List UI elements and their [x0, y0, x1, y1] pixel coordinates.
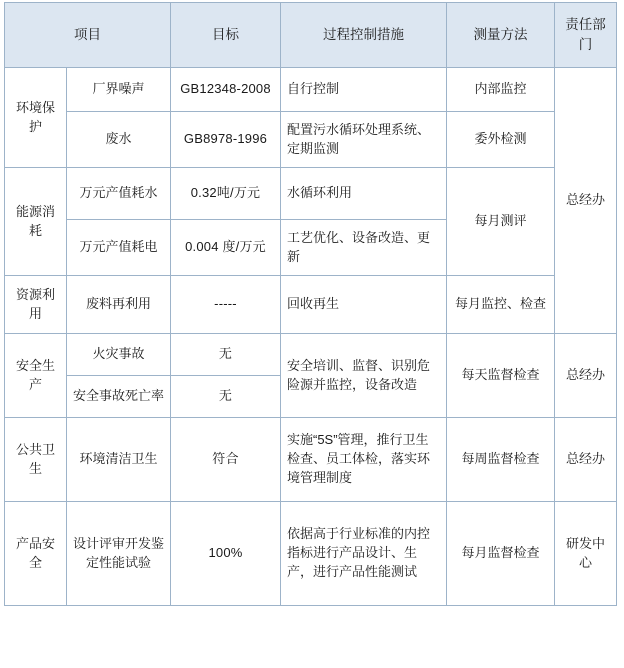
department-cell: 总经办 [555, 418, 617, 502]
measure-method-cell: 每月监控、检查 [447, 276, 555, 334]
table-header [5, 3, 617, 68]
item-cell: 火灾事故 [67, 334, 171, 376]
table-row [5, 418, 617, 502]
department-cell: 总经办 [555, 334, 617, 418]
category-cell: 能源消耗 [5, 168, 67, 276]
control-measure-cell: 依据高于行业标准的内控指标进行产品设计、生产，进行产品性能测试 [281, 502, 447, 606]
measure-method-cell: 每月监督检查 [447, 502, 555, 606]
goal-cell: 符合 [171, 418, 281, 502]
control-measure-cell: 配置污水循环处理系统、定期监测 [281, 112, 447, 168]
goal-cell: ----- [171, 276, 281, 334]
table-body [5, 68, 617, 606]
item-cell: 废料再利用 [67, 276, 171, 334]
column-header-department: 责任部门 [555, 3, 617, 68]
goal-cell: 无 [171, 334, 281, 376]
table-row [5, 168, 617, 220]
item-cell: 环境清洁卫生 [67, 418, 171, 502]
category-cell: 产品安全 [5, 502, 67, 606]
goal-cell: 0.004 度/万元 [171, 220, 281, 276]
item-cell: 废水 [67, 112, 171, 168]
control-measure-cell: 实施“5S”管理，推行卫生检查、员工体检，落实环境管理制度 [281, 418, 447, 502]
control-measure-cell: 安全培训、监督、识别危险源并监控，设备改造 [281, 334, 447, 418]
item-cell: 设计评审开发鉴定性能试验 [67, 502, 171, 606]
table-row [5, 68, 617, 112]
category-cell: 资源利用 [5, 276, 67, 334]
measure-method-cell: 每月测评 [447, 168, 555, 276]
department-cell: 总经办 [555, 68, 617, 334]
table-row [5, 112, 617, 168]
measure-method-cell: 委外检测 [447, 112, 555, 168]
item-cell: 万元产值耗电 [67, 220, 171, 276]
measure-method-cell: 内部监控 [447, 68, 555, 112]
item-cell: 万元产值耗水 [67, 168, 171, 220]
goal-cell: GB12348-2008 [171, 68, 281, 112]
table-row [5, 334, 617, 376]
measure-method-cell: 每周监督检查 [447, 418, 555, 502]
item-cell: 安全事故死亡率 [67, 376, 171, 418]
control-measure-cell: 工艺优化、设备改造、更新 [281, 220, 447, 276]
measure-method-cell: 每天监督检查 [447, 334, 555, 418]
goal-cell: GB8978-1996 [171, 112, 281, 168]
category-cell: 安全生产 [5, 334, 67, 418]
control-measure-cell: 回收再生 [281, 276, 447, 334]
control-measure-cell: 水循环利用 [281, 168, 447, 220]
objectives-control-table [4, 2, 617, 606]
column-header-item: 项目 [5, 3, 171, 68]
table-row [5, 502, 617, 606]
column-header-method: 测量方法 [447, 3, 555, 68]
department-cell: 研发中心 [555, 502, 617, 606]
goal-cell: 无 [171, 376, 281, 418]
control-measure-cell: 自行控制 [281, 68, 447, 112]
goal-cell: 100% [171, 502, 281, 606]
goal-cell: 0.32吨/万元 [171, 168, 281, 220]
category-cell: 环境保护 [5, 68, 67, 168]
column-header-goal: 目标 [171, 3, 281, 68]
header-row [5, 3, 617, 68]
item-cell: 厂界噪声 [67, 68, 171, 112]
table-row [5, 276, 617, 334]
column-header-control: 过程控制措施 [281, 3, 447, 68]
category-cell: 公共卫生 [5, 418, 67, 502]
